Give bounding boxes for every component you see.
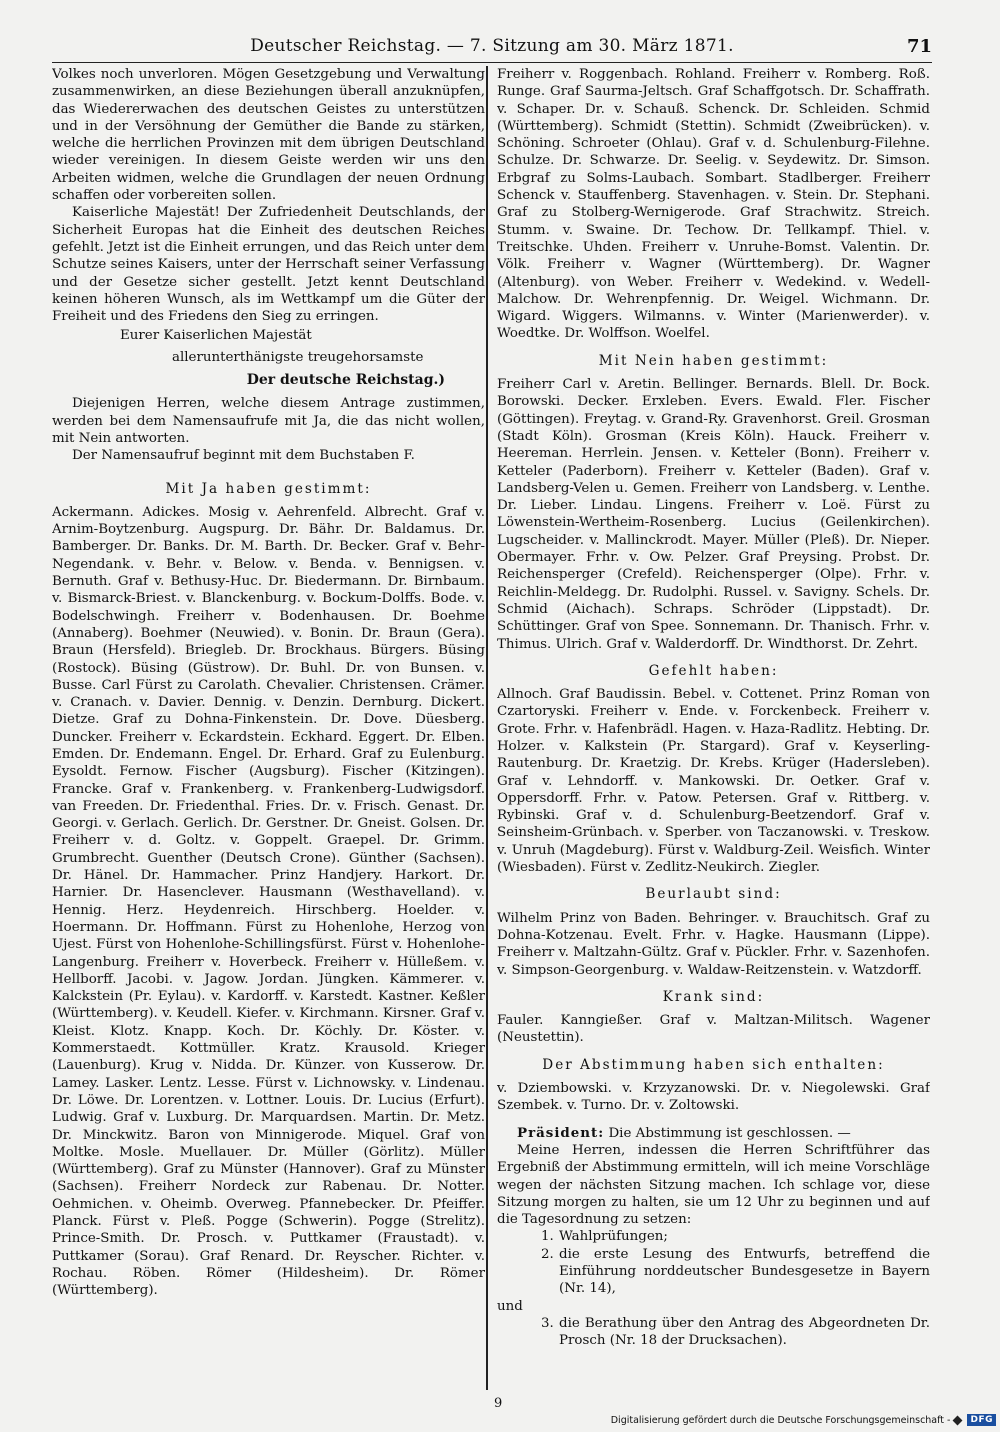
section-heading-krank: Krank sind: bbox=[662, 988, 765, 1005]
name-list-ja-continued: Freiherr v. Roggenbach. Rohland. Freiherr v. Romberg. Roß. Runge. Graf Saurma-Jeltsch. Graf Schaffgotsch. Dr. Schaffrath. v. Schaper. Dr. v. Schauß. Schenck. Dr. Schleiden. Schmid (Württemberg). Schmidt (Stettin). Schmidt (Zweibrücken). v. Schöning. Schroeter (Ohlau). Graf v. d. Schulenburg-Filehne. Schulze. Dr. Schwarze. Dr. Seelig. v. Seydewitz. Dr. Simson. Erbgraf zu Solms-Laubach. Sombart. Stadlberger. Freiherr Schenck v. Stauffenberg. Stavenhagen. v. Stein. Dr. Stephani. Graf zu Stolberg-Wernigerode. Graf Strachwitz. Streich. Stumm. v. Swaine. Dr. Techow. Dr. Tellkampf. Thiel. v. Treitschke. Uhden. Freiherr v. Unruhe-Bomst. Valentin. Dr. Völk. Freiherr v. Wagner (Württemberg). Dr. Wagner (Altenburg). von Weber. Freiherr v. Wedekind. v. Wedell-Malchow. Dr. Wehrenpfennig. Dr. Weigel. Wichmann. Dr. Wigard. Wiggers. Wilmanns. v. Winter (Marienwerder). v. Woedtke. Dr. Wolffson. Woelfel. bbox=[497, 67, 930, 342]
agenda-text: die Berathung über den Antrag des Abgeordneten Dr. Prosch (Nr. 18 der Drucksachen). bbox=[559, 1315, 930, 1349]
name-list-krank: Fauler. Kanngießer. Graf v. Maltzan-Militsch. Wagener (Neustettin). bbox=[497, 1013, 930, 1046]
agenda-number: 2. bbox=[541, 1246, 554, 1262]
agenda-list bbox=[497, 1315, 930, 1350]
paragraph: Diejenigen Herren, welche diesem Antrage zustimmen, werden bei dem Namensaufrufe mit Ja, die das nicht wollen, mit Nein antworten. bbox=[52, 396, 485, 446]
section-heading-gefehlt: Gefehlt haben: bbox=[648, 662, 779, 679]
section-heading-beurlaubt: Beurlaubt sind: bbox=[645, 886, 782, 903]
column-divider bbox=[486, 66, 488, 1390]
dfg-logo-icon bbox=[953, 1415, 963, 1425]
closing-line: allerunterthänigste treugehorsamste bbox=[172, 349, 424, 365]
page-mark: 9 bbox=[494, 1396, 503, 1411]
closing-line: Eurer Kaiserlichen Majestät bbox=[120, 328, 312, 344]
agenda-item bbox=[541, 1228, 930, 1245]
footer-credit bbox=[611, 1414, 996, 1426]
name-list-ja: Ackermann. Adickes. Mosig v. Aehrenfeld. Albrecht. Graf v. Arnim-Boytzenburg. Augspurg. Dr. Bähr. Dr. Baldamus. Dr. Bamberger. Dr. Banks. Dr. M. Barth. Dr. Becker. Graf v. Behr-Negendank. v. Behr. v. Below. v. Benda. v. Bennigsen. v. Bernuth. Graf v. Bethusy-Huc. Dr. Biedermann. Dr. Birnbaum. v. Bismarck-Briest. v. Blanckenburg. v. Bockum-Dolffs. Bode. v. Bodelschwingh. Freiherr v. Bodenhausen. Dr. Boehme (Annaberg). Boehmer (Neuwied). v. Bonin. Dr. Braun (Gera). Braun (Hersfeld). Briegleb. Dr. Brockhaus. Bürgers. Büsing (Rostock). Büsing (Güstrow). Dr. Buhl. Dr. von Bunsen. v. Busse. Carl Fürst zu Carolath. Chevalier. Christensen. Crämer. v. Cranach. v. Davier. Dennig. v. Denzin. Dernburg. Dickert. Dietze. Graf zu Dohna-Finkenstein. Dr. Dove. Düesberg. Duncker. Freiherr v. Eckardstein. Eckhard. Eggert. Dr. Elben. Emden. Dr. Endemann. Engel. Dr. Erhard. Graf zu Eulenburg. Eysoldt. Fernow. Fischer (Augsburg). Fischer (Kitzingen). Francke. Graf v. Frankenberg. v. Frankenberg-Ludwigsdorf. van Freeden. Dr. Friedenthal. Fries. Dr. v. Frisch. Genast. Dr. Georgi. v. Gerlach. Gerlich. Dr. Gerstner. Dr. Gneist. Golsen. Dr. Freiherr v. d. Goltz. v. Goppelt. Graepel. Dr. Grimm. Grumbrecht. Guenther (Deutsch Crone). Günther (Sachsen). Dr. Hänel. Dr. Hammacher. Prinz Handjery. Harkort. Dr. Harnier. Dr. Hasenclever. Hausmann (Westhavelland). v. Hennig. Herz. Heydenreich. Hirschberg. Hoelder. v. Hoermann. Dr. Hoffmann. Fürst zu Hohenlohe, Herzog von Ujest. Fürst von Hohenlohe-Schillingsfürst. Fürst v. Hohenlohe-Langenburg. Freiherr v. Hoverbeck. Freiherr v. Hülleßem. v. Hellborff. Jacobi. v. Jagow. Jordan. Jüngken. Kämmerer. v. Kalckstein (Pr. Eylau). v. Kardorff. v. Karstedt. Kastner. Keßler (Württemberg). v. Keudell. Kiefer. v. Kirchmann. Kirsner. Graf v. Kleist. Klotz. Knapp. Koch. Dr. Köchly. Dr. Köster. v. Kommerstaedt. Kottmüller. Kratz. Krausold. Krieger (Lauenburg). Krug v. Nidda. Dr. Künzer. von Kusserow. Dr. Lamey. Lasker. Lentz. Lesse. Fürst v. Lichnowsky. v. Lindenau. Dr. Löwe. Dr. Lorentzen. v. Lottner. Louis. Dr. Lucius (Erfurt). Ludwig. Graf v. Luxburg. Dr. Marquardsen. Martin. Dr. Metz. Dr. Minckwitz. Baron von Minnigerode. Miquel. Graf von Moltke. Mosle. Muellauer. Dr. Müller (Görlitz). Müller (Württemberg). Graf zu Münster (Hannover). Graf zu Münster (Sachsen). Freiherr Nordeck zur Rabenau. Dr. Notter. Oehmichen. v. Oheimb. Overweg. Pfannebecker. Dr. Pfeiffer. Planck. Fürst v. Pleß. Pogge (Schwerin). Pogge (Strelitz). Prince-Smith. Dr. Prosch. v. Puttkamer (Fraustadt). v. Puttkamer (Sorau). Graf Renard. Dr. Reyscher. Richter. v. Rochau. Röben. Römer (Hildesheim). Dr. Römer (Württemberg). bbox=[52, 504, 485, 1299]
agenda-text: Wahlprüfungen; bbox=[559, 1229, 668, 1245]
page-number: 71 bbox=[906, 36, 932, 57]
section-heading-ja: Mit Ja haben gestimmt: bbox=[165, 480, 372, 497]
conjunction: und bbox=[497, 1298, 523, 1314]
page-header bbox=[52, 36, 932, 63]
agenda-number: 1. bbox=[541, 1229, 554, 1245]
agenda-item bbox=[541, 1315, 930, 1350]
speaker-label: Präsident: bbox=[517, 1124, 605, 1141]
header-title: Deutscher Reichstag. — 7. Sitzung am 30. März 1871. bbox=[250, 36, 734, 56]
signature-line: Der deutsche Reichstag.) bbox=[246, 372, 445, 389]
paragraph: Kaiserliche Majestät! Der Zufriedenheit Deutschlands, der Sicherheit Europas hat die Einheit des deutschen Reiches gefehlt. Jetzt ist die Einheit errungen, und das Reich unter dem Schutze seines Kaisers, unter der Herrschaft seiner Verfassung und der Gesetze sicher gestellt. Jetzt kennt Deutschland keinen höheren Wunsch, als im Wettkampf um die Güter der Freiheit und des Friedens den Sieg zu erringen. bbox=[52, 205, 485, 325]
agenda-number: 3. bbox=[541, 1315, 554, 1331]
agenda-text: die erste Lesung des Entwurfs, betreffend die Einführung norddeutscher Bundesgesetze in Bayern (Nr. 14), bbox=[559, 1246, 930, 1297]
name-list-nein: Freiherr Carl v. Aretin. Bellinger. Bernards. Blell. Dr. Bock. Borowski. Decker. Erxleben. Evers. Ewald. Fler. Fischer (Göttingen). Freytag. v. Grand-Ry. Gravenhorst. Greil. Grosman (Stadt Köln). Grosman (Kreis Köln). Hauck. Freiherr v. Heereman. Herrlein. Jensen. v. Ketteler (Bonn). Freiherr v. Ketteler (Paderborn). Freiherr v. Ketteler (Baden). Graf v. Landsberg-Velen u. Gemen. Freiherr von Landsberg. v. Lenthe. Dr. Lieber. Lindau. Lingens. Freiherr v. Loë. Fürst zu Löwenstein-Wertheim-Rosenberg. Lucius (Geilenkirchen). Lugscheider. v. Mallinckrodt. Mayer. Müller (Pleß). Dr. Nieper. Obermayer. Frhr. v. Ow. Pelzer. Graf Preysing. Probst. Dr. Reichensperger (Crefeld). Reichensperger (Olpe). Frhr. v. Reichlin-Meldegg. Dr. Rudolphi. Russel. v. Savigny. Schels. Dr. Schmid (Aichach). Schraps. Schröder (Lippstadt). Dr. Schüttinger. Graf von Spee. Sonnemann. Dr. Thanisch. Frhr. v. Thimus. Ulrich. Graf v. Walderdorff. Dr. Windthorst. Dr. Zehrt. bbox=[497, 377, 930, 652]
agenda-item bbox=[541, 1246, 930, 1298]
speaker-text: Die Abstimmung ist geschlossen. — bbox=[604, 1125, 851, 1141]
name-list-beurlaubt: Wilhelm Prinz von Baden. Behringer. v. Brauchitsch. Graf zu Dohna-Kotzenau. Evelt. Frhr. v. Hagke. Hausmann (Lippe). Freiherr v. Maltzahn-Gültz. Graf v. Pückler. Frhr. v. Sazenhofen. v. Simpson-Georgenburg. v. Waldaw-Reitzenstein. v. Watzdorff. bbox=[497, 910, 930, 978]
agenda-list bbox=[497, 1228, 930, 1297]
paragraph: Der Namensaufruf beginnt mit dem Buchstaben F. bbox=[72, 448, 415, 464]
footer-text: Digitalisierung gefördert durch die Deutsche Forschungsgemeinschaft - bbox=[610, 1414, 951, 1426]
paragraph: Volkes noch unverloren. Mögen Gesetzgebung und Verwaltung zusammenwirken, an diese Beziehungen überall anzuknüpfen, das Wiedererwachen des deutschen Geistes zu unterstützen und in der Versöhnung der Gemüther die Bande zu stärken, welche die herrlichen Provinzen mit dem übrigen Deutschland wieder vereinigen. In diesem Geiste werden wir uns den Arbeiten widmen, welche die Grundlagen der neuen Ordnung schaffen oder vorbereiten sollen. bbox=[52, 67, 485, 204]
section-heading-enthalten: Der Abstimmung haben sich enthalten: bbox=[542, 1056, 885, 1073]
right-column bbox=[497, 66, 930, 1396]
dfg-logo: DFG bbox=[967, 1414, 996, 1426]
paragraph: Meine Herren, indessen die Herren Schriftführer das Ergebniß der Abstimmung ermitteln, will ich meine Vorschläge wegen der nächsten Sitzung machen. Ich schlage vor, diese Sitzung morgen zu halten, sie um 12 Uhr zu beginnen und auf die Tagesordnung zu setzen: bbox=[497, 1142, 930, 1228]
left-column bbox=[52, 66, 485, 1396]
name-list-enthalten: v. Dziembowski. v. Krzyzanowski. Dr. v. Niegolewski. Graf Szembek. v. Turno. Dr. v. Zoltowski. bbox=[497, 1081, 930, 1114]
president-statement bbox=[497, 1125, 930, 1142]
name-list-gefehlt: Allnoch. Graf Baudissin. Bebel. v. Cottenet. Prinz Roman von Czartoryski. Freiherr v. Ende. v. Forckenbeck. Freiherr v. Grote. Frhr. v. Hafenbrädl. Hagen. v. Haza-Radlitz. Hebting. Dr. Holzer. v. Kalkstein (Pr. Stargard). Graf v. Keyserling-Rautenburg. Dr. Kraetzig. Dr. Krebs. Krüger (Hadersleben). Graf v. Lehndorff. v. Mankowski. Dr. Oetker. Graf v. Oppersdorff. Frhr. v. Patow. Petersen. Graf v. Rittberg. v. Rybinski. Graf v. d. Schulenburg-Beetzendorf. Graf v. Seinsheim-Grünbach. v. Sperber. von Taczanowski. v. Treskow. v. Unruh (Magdeburg). Fürst v. Waldburg-Zeil. Weisfich. Winter (Wiesbaden). Fürst v. Zedlitz-Neukirch. Ziegler. bbox=[497, 687, 930, 876]
section-heading-nein: Mit Nein haben gestimmt: bbox=[598, 352, 829, 369]
